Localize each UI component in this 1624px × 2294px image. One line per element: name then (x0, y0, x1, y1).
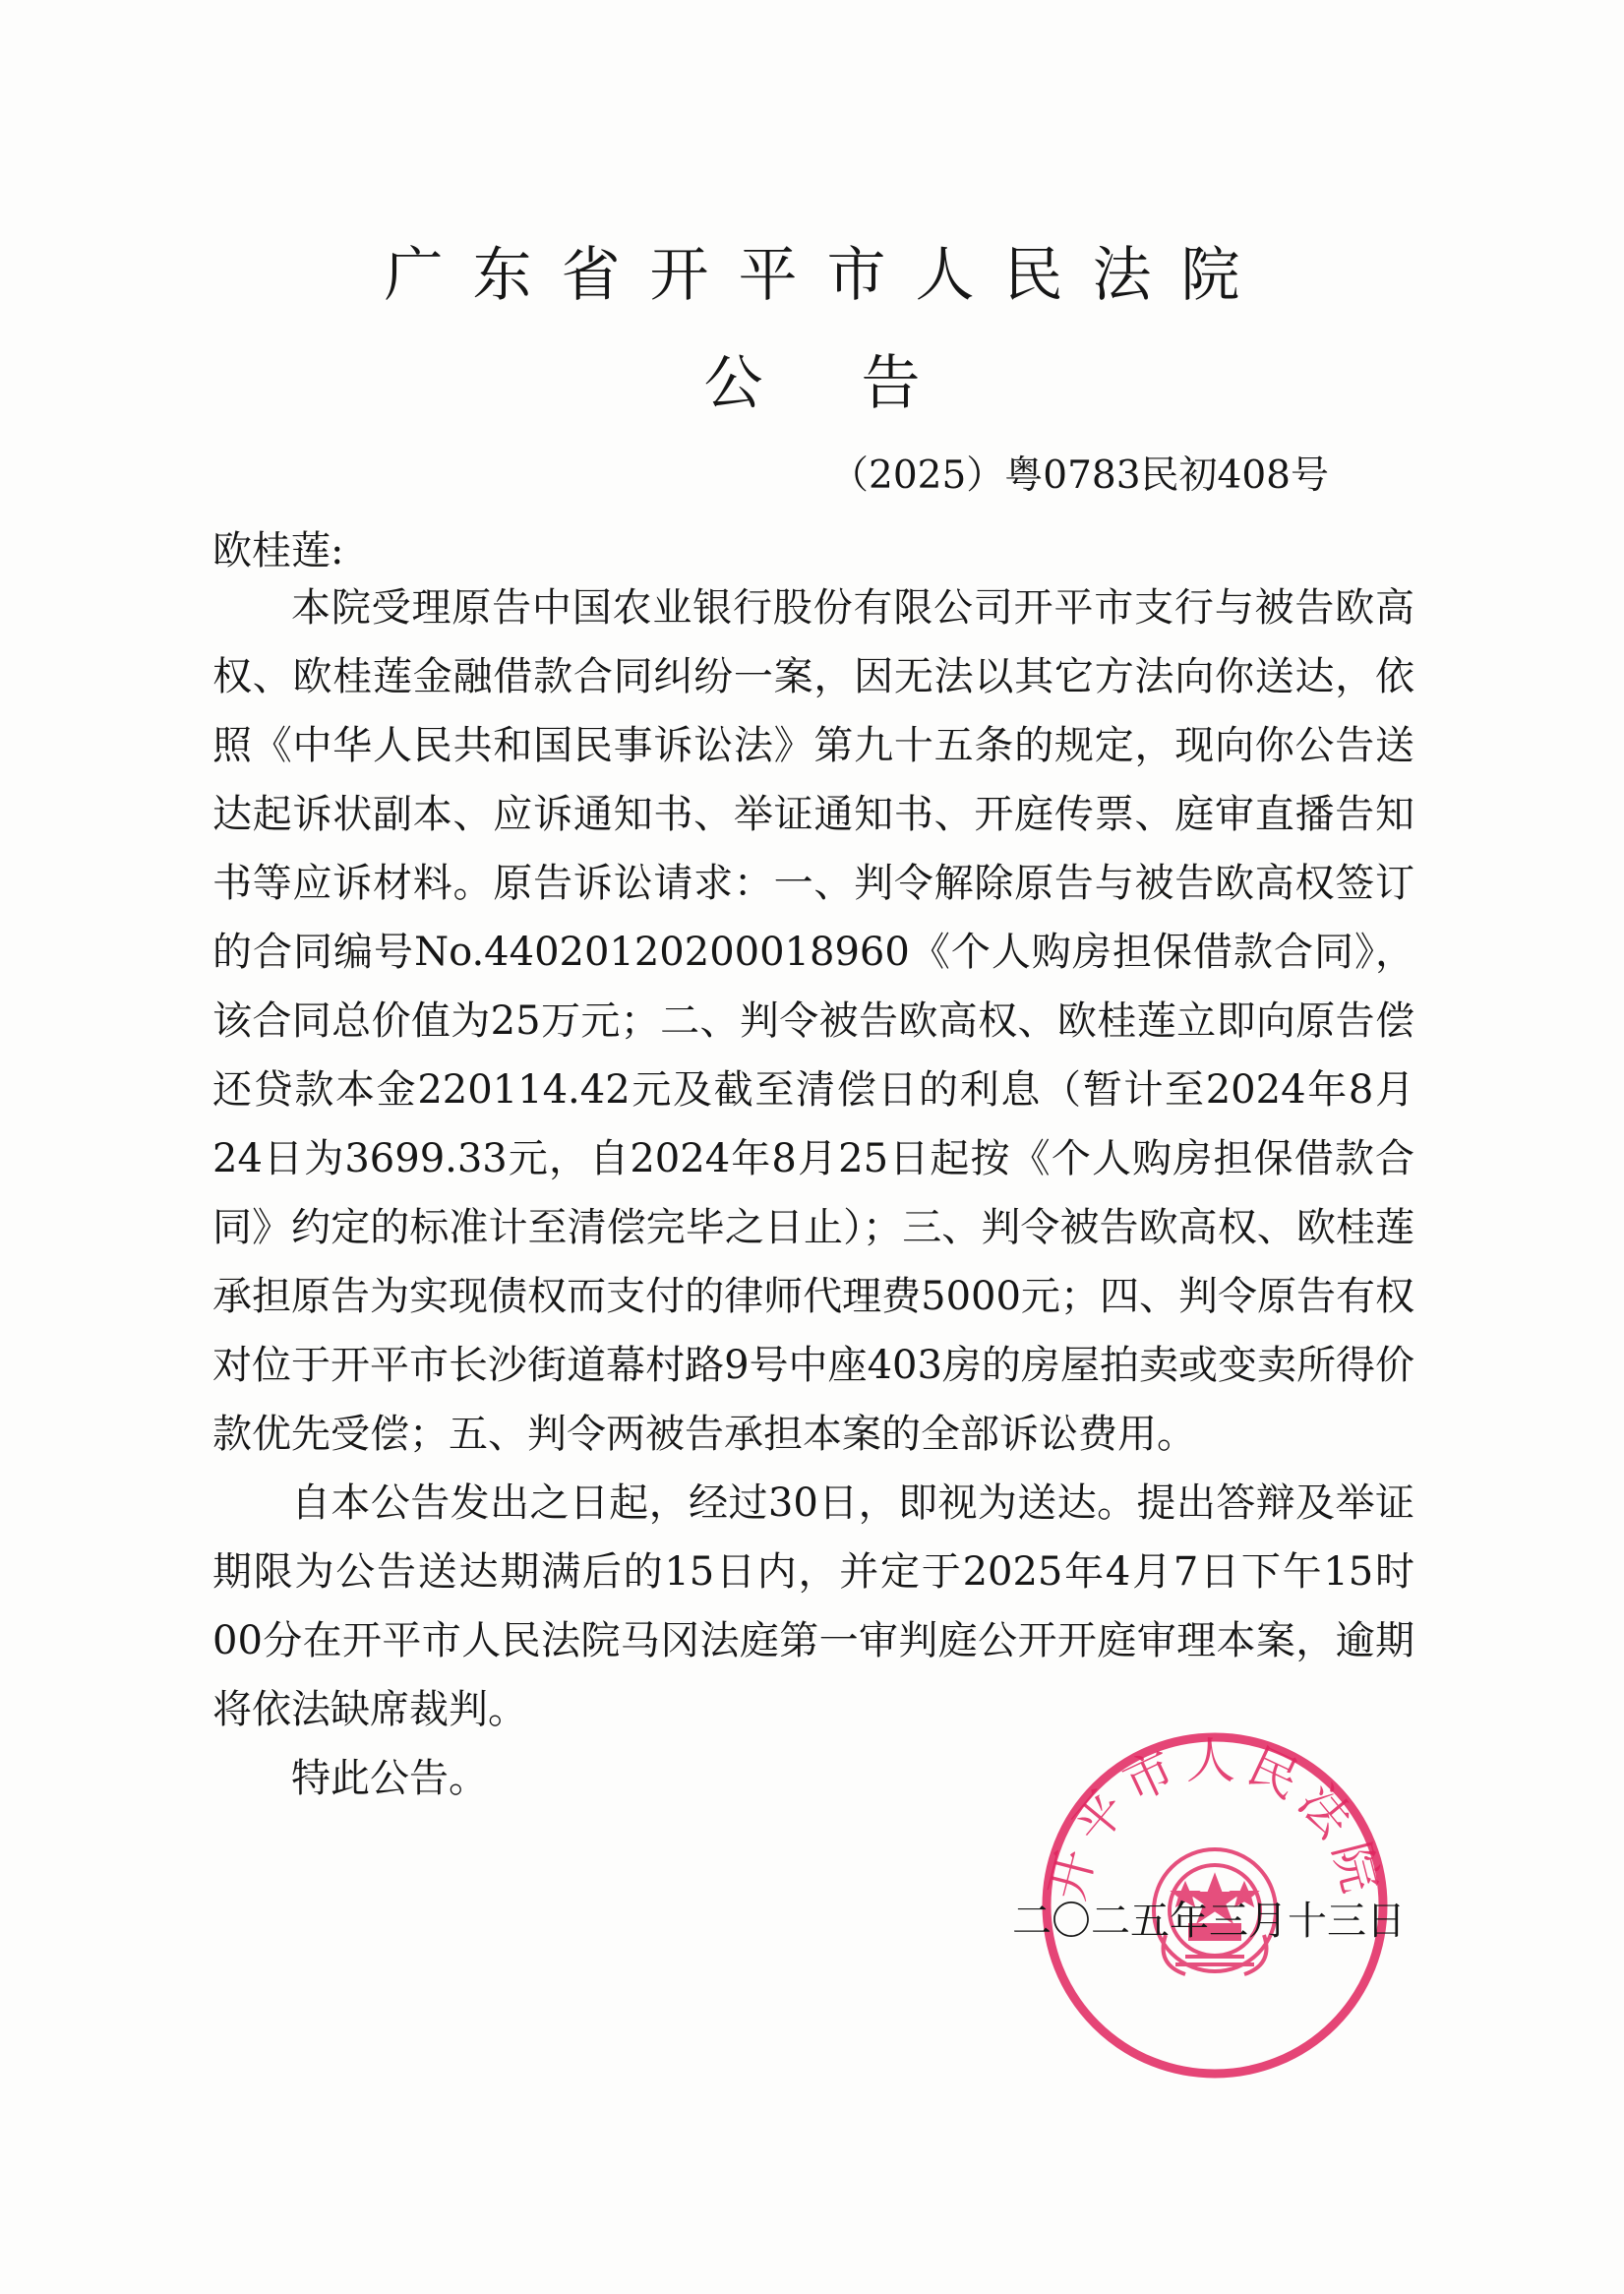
issue-date: 二〇二五年三月十三日 (1012, 1899, 1406, 1944)
case-number: （2025）粤0783民初408号 (830, 453, 1329, 498)
notice-body (212, 574, 1414, 1813)
paragraph-main: 本院受理原告中国农业银行股份有限公司开平市支行与被告欧高权、欧桂莲金融借款合同纠纷一案，因无法以其它方法向你送达，依照《中华人民共和国民事诉讼法》第九十五条的规定，现向你公告送达起诉状副本、应诉通知书、举证通知书、开庭传票、庭审直播告知书等应诉材料。原告诉讼请求：一、判令解除原告与被告欧高权签订的合同编号No.44020120200018960《个人购房担保借款合同》，该合同总价值为25万元；二、判令被告欧高权、欧桂莲立即向原告偿还贷款本金220114.42元及截至清偿日的利息（暂计至2024年8月24日为3699.33元，自2024年8月25日起按《个人购房担保借款合同》约定的标准计至清偿完毕之日止）；三、判令被告欧高权、欧桂莲承担原告为实现债权而支付的律师代理费5000元；四、判令原告有权对位于开平市长沙街道幕村路9号中座403房的房屋拍卖或变卖所得价款优先受偿；五、判令两被告承担本案的全部诉讼费用。 (212, 585, 1414, 1457)
paragraph-closing: 特此公告。 (291, 1756, 488, 1801)
addressee: 欧桂莲: (212, 528, 344, 574)
paragraph-service-and-hearing: 自本公告发出之日起，经过30日，即视为送达。提出答辩及举证期限为公告送达期满后的15日内，并定于2025年4月7日下午15时00分在开平市人民法院马冈法庭第一审判庭公开开庭审理本案，逾期将依法缺席裁判。 (212, 1480, 1414, 1732)
document-type: 公告 (703, 349, 1019, 418)
seal-text: 开平市人民法院 (1038, 1732, 1392, 1906)
court-name: 广东省开平市人民法院 (384, 241, 1270, 310)
